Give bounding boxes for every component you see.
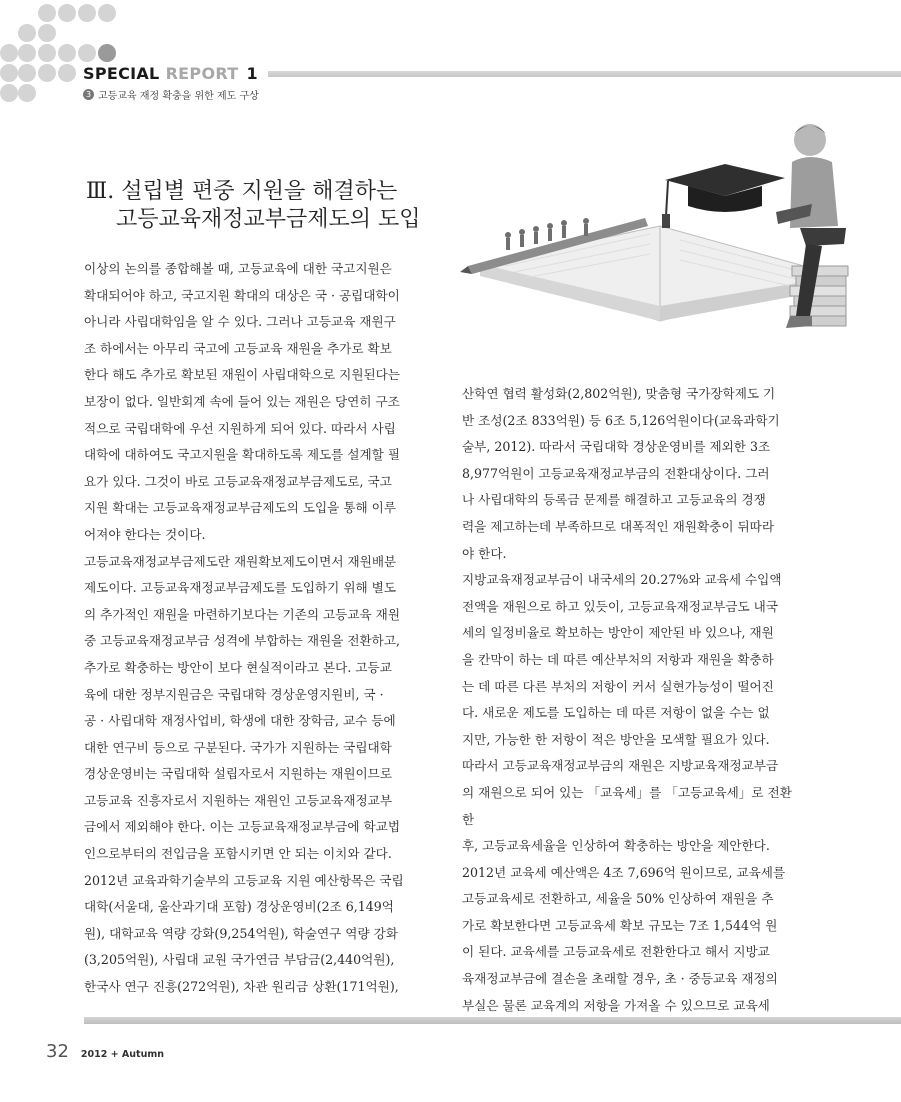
body-line: 경상운영비는 국립대학 설립자로서 지원하는 재원이므로 [84, 766, 392, 782]
body-line: 후, 고등교육세율을 인상하여 확충하는 방안을 제안한다. [462, 838, 770, 854]
header-bar [268, 71, 901, 77]
report-number: 1 [246, 64, 258, 83]
body-line: 야 한다. [462, 545, 507, 561]
student-illustration [460, 116, 860, 346]
subtitle-text: 고등교육 재정 확충을 위한 제도 구상 [98, 91, 259, 102]
circled-number-icon: 3 [83, 89, 94, 100]
body-line: 공 · 사립대학 재정사업비, 학생에 대한 장학금, 교수 등에 [84, 713, 396, 729]
body-line: 의 재원으로 되어 있는 「교육세」를 「고등교육세」로 전환한 [462, 784, 792, 827]
body-line: 인으로부터의 전입금을 포함시키면 안 되는 이치와 같다. [84, 846, 392, 862]
body-line: 이 된다. 교육세를 고등교육세로 전환한다고 해서 지방교 [462, 944, 770, 960]
body-line: 력을 제고하는데 부족하므로 대폭적인 재원확충이 뒤따라 [462, 518, 774, 534]
issue-label: 2012 + Autumn [80, 1049, 165, 1060]
footer-bar [84, 1017, 901, 1024]
body-line: 고등교육세로 전환하고, 세율을 50% 인상하여 재원을 추 [462, 891, 774, 907]
body-line: 지원 확대는 고등교육재정교부금제도의 도입을 통해 이루 [84, 500, 396, 516]
body-line: (3,205억원), 사립대 교원 국가연금 부담금(2,440억원), [84, 952, 395, 968]
body-line: 육재정교부금에 결손을 초래할 경우, 초 · 중등교육 재정의 [462, 971, 778, 987]
body-line: 반 조성(2조 833억원) 등 6조 5,126억원이다(교육과학기 [462, 412, 780, 428]
page-number: 32 [46, 1041, 69, 1062]
body-line: 아니라 사립대학임을 알 수 있다. 그러나 고등교육 재원구 [84, 314, 396, 330]
body-line: 대학(서울대, 울산과기대 포함) 경상운영비(2조 6,149억 [84, 899, 394, 915]
body-line: 금에서 제외해야 한다. 이는 고등교육재정교부금에 학교법 [84, 819, 400, 835]
body-line: 적으로 국립대학에 우선 지원하게 되어 있다. 따라서 사립 [84, 420, 396, 436]
body-line: 지만, 가능한 한 저항이 적은 방안을 모색할 필요가 있다. [462, 731, 770, 747]
body-column-left [84, 256, 420, 1001]
body-line: 제도이다. 고등교육재정교부금제도를 도입하기 위해 별도 [84, 580, 396, 596]
body-line: 2012년 교육세 예산액은 4조 7,696억 원이므로, 교육세를 [462, 864, 786, 880]
body-line: 세의 일정비율로 확보하는 방안이 제안된 바 있으나, 재원 [462, 625, 774, 641]
title-line-2: 고등교육재정교부금제도의 도입 [116, 207, 421, 232]
body-line: 보장이 없다. 일반회계 속에 들어 있는 재원은 당연히 구조 [84, 393, 400, 409]
body-line: 한다 해도 추가로 확보된 재원이 사립대학으로 지원된다는 [84, 367, 400, 383]
body-line: 한국사 연구 진흥(272억원), 차관 원리금 상환(171억원), [84, 979, 399, 995]
body-line: 술부, 2012). 따라서 국립대학 경상운영비를 제외한 3조 [462, 439, 771, 455]
body-line: 전액을 재원으로 하고 있듯이, 고등교육재정교부금도 내국 [462, 598, 778, 614]
body-line: 가로 확보한다면 고등교육세 확보 규모는 7조 1,544억 원 [462, 917, 778, 933]
body-line: 따라서 고등교육재정교부금의 재원은 지방교육재정교부금 [462, 758, 779, 774]
section-header [83, 64, 901, 102]
body-line: 지방교육재정교부금이 내국세의 20.27%와 교육세 수입액 [462, 572, 782, 588]
body-line: 고등교육 진흥자로서 지원하는 재원인 고등교육재정교부 [84, 792, 392, 808]
body-line: 나 사립대학의 등록금 문제를 해결하고 고등교육의 경쟁 [462, 492, 766, 508]
body-line: 확대되어야 하고, 국고지원 확대의 대상은 국 · 공립대학이 [84, 287, 400, 303]
body-line: 중 고등교육재정교부금 성격에 부합하는 재원을 전환하고, [84, 633, 400, 649]
body-line: 요가 있다. 그것이 바로 고등교육재정교부금제도로, 국고 [84, 473, 392, 489]
title-line-1: Ⅲ. 설립별 편중 지원을 해결하는 [86, 179, 398, 204]
body-line: 을 칸막이 하는 데 따른 예산부처의 저항과 재원을 확충하 [462, 651, 774, 667]
body-line: 조 하에서는 아무리 국고에 고등교육 재원을 추가로 확보 [84, 340, 392, 356]
special-label: SPECIAL [83, 64, 160, 83]
body-line: 추가로 확충하는 방안이 보다 현실적이라고 본다. 고등교 [84, 659, 392, 675]
body-column-right [462, 381, 798, 1019]
body-line: 대학에 대하여도 국고지원을 확대하도록 제도를 설계할 필 [84, 447, 400, 463]
body-line: 2012년 교육과학기술부의 고등교육 지원 예산항목은 국립 [84, 872, 404, 888]
body-line: 대한 연구비 등으로 구분된다. 국가가 지원하는 국립대학 [84, 739, 392, 755]
body-line: 의 추가적인 재원을 마련하기보다는 기존의 고등교육 재원 [84, 606, 400, 622]
body-line: 어져야 한다는 것이다. [84, 526, 206, 542]
section-title [86, 178, 421, 234]
body-line: 고등교육재정교부금제도란 재원확보제도이면서 재원배분 [84, 553, 397, 569]
body-line: 산학연 협력 활성화(2,802억원), 맞춤형 국가장학제도 기 [462, 386, 776, 401]
page-footer [46, 1041, 164, 1062]
body-line: 육에 대한 정부지원금은 국립대학 경상운영지원비, 국 · [84, 686, 384, 702]
body-line: 이상의 논의를 종합해볼 때, 고등교육에 대한 국고지원은 [84, 261, 392, 276]
body-line: 원), 대학교육 역량 강화(9,254억원), 학술연구 역량 강화 [84, 925, 398, 941]
body-line: 부실은 물론 교육계의 저항을 가져올 수 있으므로 교육세 [462, 997, 770, 1013]
section-subtitle [83, 87, 901, 102]
report-label: REPORT [165, 64, 239, 83]
body-line: 는 데 따른 다른 부처의 저항이 커서 실현가능성이 떨어진 [462, 678, 774, 694]
body-line: 8,977억원이 고등교육재정교부금의 전환대상이다. 그러 [462, 465, 770, 481]
body-line: 다. 새로운 제도를 도입하는 데 따른 저항이 없을 수는 없 [462, 705, 770, 721]
graduation-cap-image [662, 164, 785, 228]
